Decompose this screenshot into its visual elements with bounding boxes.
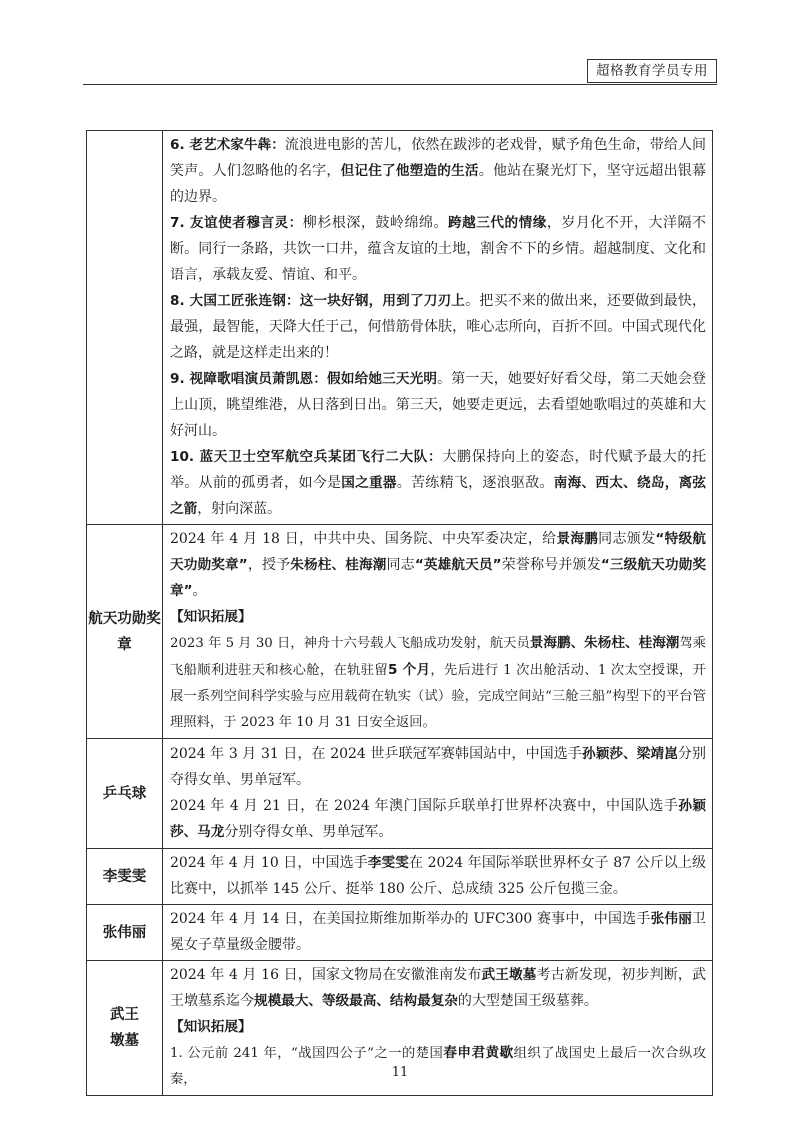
- paragraph: 2024 年 4 月 14 日，在美国拉斯维加斯举办的 UFC300 赛事中，中国选手张伟丽卫冕女子草量级金腰带。: [170, 911, 707, 953]
- row-body: [163, 905, 713, 961]
- row-body: [163, 131, 713, 525]
- table-row: [87, 131, 713, 525]
- row-key: 乒乓球: [87, 739, 163, 849]
- row-body: [163, 849, 713, 905]
- paragraph: 2024 年 4 月 21 日，在 2024 年澳门国际乒联单打世界杯决赛中，中国队选手孙颖莎、马龙分别夺得女单、男单冠军。: [170, 798, 706, 840]
- paragraph: 6. 老艺术家牛犇：流浪进电影的苦儿，依然在跋涉的老戏骨，赋予角色生命，带给人间笑声。人们忽略他的名字，但记住了他塑造的生活。他站在聚光灯下，坚守远超出银幕的边界。: [170, 137, 707, 205]
- table-row: [87, 525, 713, 739]
- paragraph: 9. 视障歌唱演员萧凯恩：假如给她三天光明。第一天，她要好好看父母，第二天她会登上山顶，眺望维港，从日落到日出。第三天，她要走更远，去看望她歌唱过的英雄和大好河山。: [170, 371, 707, 439]
- row-key: 武王 墩墓: [87, 961, 163, 1096]
- knowledge-extension-label: 【知识拓展】: [170, 609, 252, 625]
- content-table: [86, 130, 713, 1096]
- row-body: [163, 739, 713, 849]
- row-key-empty: [87, 131, 163, 525]
- table-row: [87, 739, 713, 849]
- paragraph: 10. 蓝天卫士空军航空兵某团飞行二大队：大鹏保持向上的姿态，时代赋予最大的托举。从前的孤勇者，如今是国之重器。苦练精飞，逐浪驱敌。南海、西太、绕岛，离弦之箭，射向深蓝。: [170, 449, 707, 517]
- row-body: [163, 525, 713, 739]
- paragraph: 1. 公元前 241 年，“战国四公子”之一的楚国春申君黄歇组织了战国史上最后一次合纵攻秦，: [170, 1045, 707, 1087]
- header-label: 超格教育学员专用: [587, 59, 717, 83]
- knowledge-extension-label: 【知识拓展】: [170, 1019, 252, 1035]
- paragraph: 2024 年 4 月 18 日，中共中央、国务院、中央军委决定，给景海鹏同志颁发“特级航天功勋奖章”，授予朱杨柱、桂海潮同志“英雄航天员”荣誉称号并颁发“三级航天功勋奖章”。: [170, 531, 707, 599]
- row-key: 李雯雯: [87, 849, 163, 905]
- table-row: [87, 849, 713, 905]
- row-key: 张伟丽: [87, 905, 163, 961]
- table-row: [87, 905, 713, 961]
- paragraph: 2023 年 5 月 30 日，神舟十六号载人飞船成功发射，航天员景海鹏、朱杨柱、桂海潮驾乘飞船顺利进驻天和核心舱，在轨驻留5 个月，先后进行 1 次出舱活动、1 次太空授课，开展一系列空间科学实验与应用载荷在轨实（试）验，完成空间站“三舱三船”构型下的平台管理照料，于 2023 年 10 月 31 日安全返回。: [170, 635, 707, 730]
- header-rule: [83, 84, 717, 85]
- paragraph: 2024 年 3 月 31 日，在 2024 世乒联冠军赛韩国站中，中国选手孙颖莎、梁靖崑分别夺得女单、男单冠军。: [170, 746, 707, 788]
- paragraph: 2024 年 4 月 16 日，国家文物局在安徽淮南发布武王墩墓考古新发现，初步判断，武王墩墓系迄今规模最大、等级最高、结构最复杂的大型楚国王级墓葬。: [170, 967, 707, 1009]
- row-key: 航天功勋奖章: [87, 525, 163, 739]
- paragraph: 2024 年 4 月 10 日，中国选手李雯雯在 2024 年国际举联世界杯女子 87 公斤以上级比赛中，以抓举 145 公斤、挺举 180 公斤、总成绩 325 公斤包揽三金。: [170, 855, 707, 897]
- paragraph: 8. 大国工匠张连钢：这一块好钢，用到了刀刃上。把买不来的做出来，还要做到最快，最强，最智能，天降大任于己，何惜筋骨体肤，唯心志所向，百折不回。中国式现代化之路，就是这样走出来的！: [170, 293, 707, 361]
- paragraph: 7. 友谊使者穆言灵：柳杉根深，鼓岭绵绵。跨越三代的情缘，岁月化不开，大洋隔不断。同行一条路，共饮一口井，蕴含友谊的土地，割舍不下的乡情。超越制度、文化和语言，承载友爱、情谊、和平。: [170, 215, 707, 283]
- page-number: 11: [391, 1065, 409, 1080]
